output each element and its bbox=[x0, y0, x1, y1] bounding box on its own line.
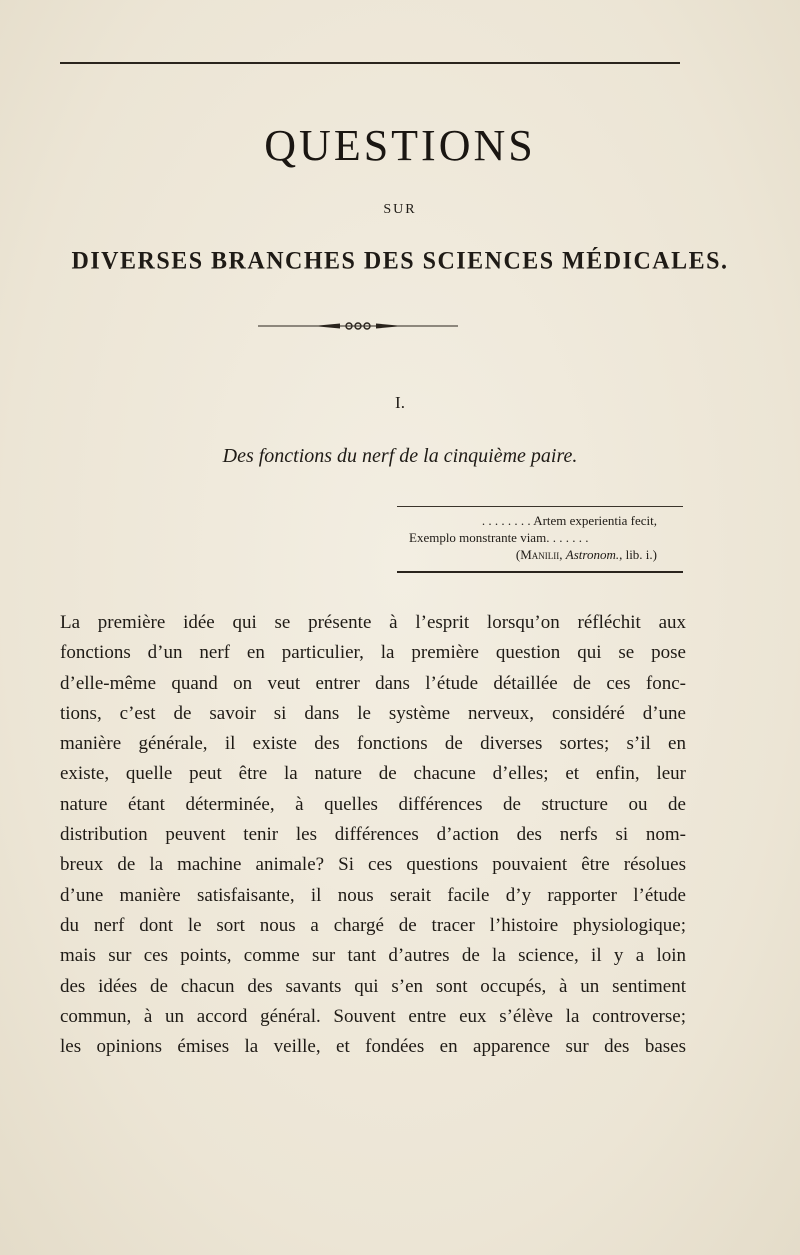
epigraph bbox=[397, 512, 657, 563]
citation-author: Manilii bbox=[520, 547, 560, 562]
body-line: nature étant déterminée, à quelles différences de structure ou de bbox=[60, 793, 686, 815]
section-number: I. bbox=[395, 393, 405, 412]
epigraph-line-1: . . . . . . . . Artem experientia fecit, bbox=[481, 513, 657, 528]
epigraph-line-2: Exemplo monstrante viam. . . . . . . bbox=[409, 530, 589, 545]
body-line: commun, à un accord général. Souvent entre eux s’élève la controverse; bbox=[60, 1005, 686, 1027]
body-line: d’une manière satisfaisante, il nous serait facile d’y rapporter l’étude bbox=[60, 884, 686, 906]
body-line: La première idée qui se présente à l’esprit lorsqu’on réfléchit aux bbox=[60, 612, 686, 633]
citation-open: ( bbox=[515, 547, 521, 562]
body-line: breux de la machine animale? Si ces questions pouvaient être résolues bbox=[60, 854, 686, 876]
body-line: d’elle-même quand on veut entrer dans l’étude détaillée de ces fonc- bbox=[60, 672, 686, 694]
body-line: manière générale, il existe des fonctions de diverses sortes; s’il en bbox=[60, 733, 686, 755]
ornament-divider bbox=[258, 320, 458, 332]
epigraph-citation bbox=[397, 546, 657, 563]
body-line: des idées de chacun des savants qui s’en sont occupés, à un sentiment bbox=[60, 975, 686, 997]
body-line: existe, quelle peut être la nature de chacune d’elles; et enfin, leur bbox=[60, 763, 686, 785]
body-line: distribution peuvent tenir les différences d’action des nerfs si nom- bbox=[60, 824, 686, 846]
page-title: QUESTIONS bbox=[264, 121, 536, 170]
body-line: mais sur ces points, comme sur tant d’autres de la science, il y a loin bbox=[60, 945, 686, 967]
body-line: tions, c’est de savoir si dans le système nerveux, considéré d’une bbox=[60, 702, 686, 724]
citation-rest: , lib. i.) bbox=[619, 547, 657, 562]
top-rule bbox=[60, 62, 680, 64]
epigraph-rule-top bbox=[397, 506, 683, 507]
epigraph-rule-bottom bbox=[397, 571, 683, 573]
body-paragraph bbox=[60, 608, 686, 1062]
title-connector: SUR bbox=[383, 202, 417, 217]
body-line: du nerf dont le sort nous a chargé de tracer l’histoire physiologique; bbox=[60, 914, 686, 936]
page-subtitle: DIVERSES BRANCHES DES SCIENCES MÉDICALES. bbox=[71, 247, 729, 275]
citation-separator: , bbox=[559, 547, 566, 562]
body-line: les opinions émises la veille, et fondées en apparence sur des bases bbox=[60, 1036, 686, 1058]
citation-work: Astronom. bbox=[565, 547, 620, 562]
section-title: Des fonctions du nerf de la cinquième paire. bbox=[222, 445, 578, 467]
body-line: fonctions d’un nerf en particulier, la première question qui se pose bbox=[60, 642, 686, 664]
